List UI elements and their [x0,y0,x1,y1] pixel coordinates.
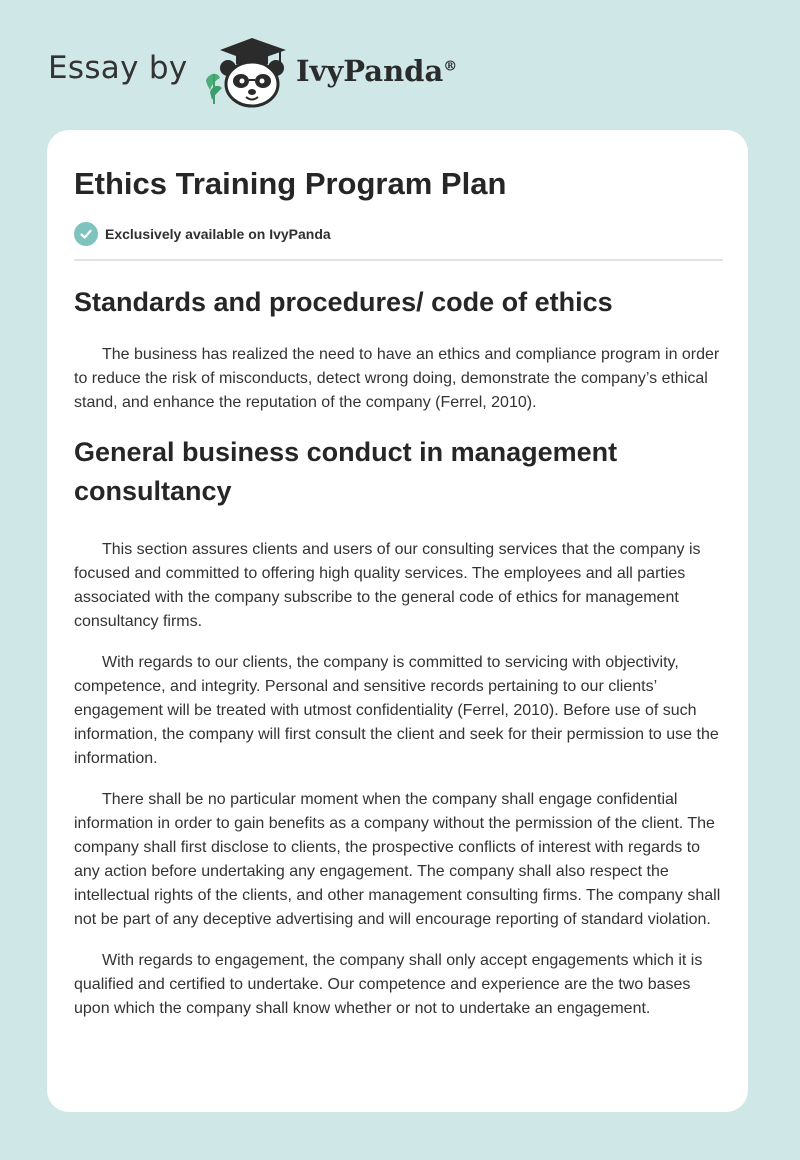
paragraph: The business has realized the need to have an ethics and compliance program in order to reduce the risk of misconducts, detect wrong doing, demonstrate the company’s ethical stand, and enhance the reputation of the company (Ferrel, 2010). [74,346,720,411]
brand-name[interactable] [296,54,457,88]
paragraph: There shall be no particular moment when the company shall engage confidential information in order to gain benefits as a company without the permission of the client. The company shall first disclose to clients, the prospective conflicts of interest with regards to any action before undertaking any engagement. The company shall also respect the intellectual rights of the clients, and other management consulting firms. The company shall not be part of any deceptive advertising and will encourage reporting of standard violation. [74,791,721,928]
registered-mark: ® [443,58,458,75]
check-icon [74,222,98,246]
page-title: Ethics Training Program Plan [74,166,507,201]
article-card [47,130,748,1112]
divider [74,259,723,261]
paragraph: This section assures clients and users of our consulting services that the company is focused and committed to offering high quality services. The employees and all parties associated with the company subscribe to the general code of ethics for management consultancy firms. [74,541,701,630]
paragraph: With regards to our clients, the company is committed to servicing with objectivity, competence, and integrity. Personal and sensitive records pertaining to our clients’ engagement will be treated with utmost confidentiality (Ferrel, 2010). Before use of such information, the company will first consult the client and seek for their permission to use the information. [74,654,719,767]
article-content [74,164,723,1021]
site-header [0,0,800,130]
section-heading: Standards and procedures/ code of ethics [74,287,613,317]
essay-by-label: Essay by [48,50,188,86]
exclusive-badge [74,222,723,246]
paragraph: With regards to engagement, the company shall only accept engagements which it is qualified and certified to undertake. Our competence and experience are the two bases upon which the company shall know whether or not to undertake an engagement. [74,952,703,1017]
panda-logo-icon[interactable] [200,34,295,110]
exclusive-badge-label: Exclusively available on IvyPanda [105,226,331,242]
brand-text: IvyPanda [296,54,444,88]
section-heading: General business conduct in management consultancy [74,437,618,506]
